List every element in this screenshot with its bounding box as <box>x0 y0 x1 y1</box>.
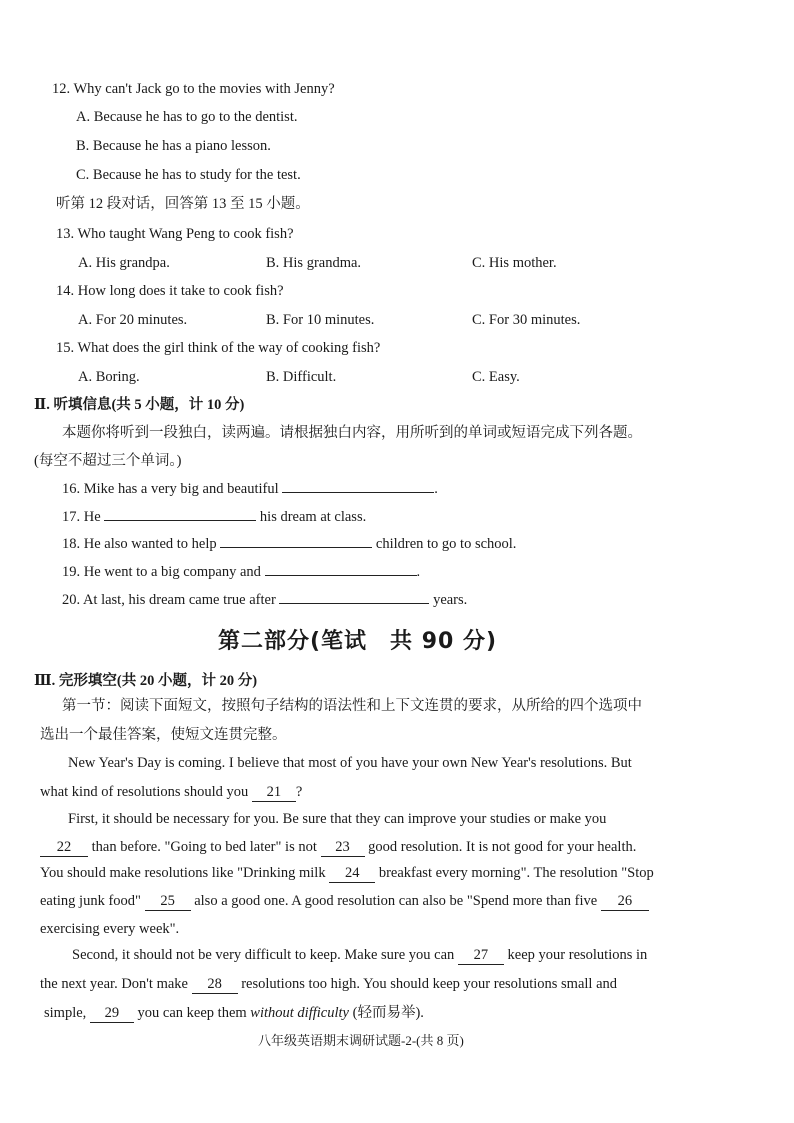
passage-p2-line2: 22 than before. "Going to bed later" is not 23 good resolution. It is not good for your health. <box>40 838 636 857</box>
option-13-a: A. His grandpa. <box>78 255 170 271</box>
passage-p2-line3: You should make resolutions like "Drinking milk 24 breakfast every morning". The resolution "Stop <box>40 865 654 881</box>
cloze-blank-27[interactable]: 27 <box>458 946 504 965</box>
passage-p2-line5: exercising every week". <box>40 921 180 937</box>
section-3-title: Ⅲ. 完形填空(共 20 小题，计 20 分) <box>34 673 258 689</box>
cloze-blank-22[interactable]: 22 <box>40 838 88 857</box>
section-2-title: Ⅱ. 听填信息(共 5 小题，计 10 分) <box>34 397 245 413</box>
option-14-b: B. For 10 minutes. <box>266 312 375 328</box>
option-15-b: B. Difficult. <box>266 369 337 385</box>
answer-blank-20[interactable] <box>279 591 429 604</box>
cloze-blank-29[interactable]: 29 <box>90 1004 134 1023</box>
question-18: 18. He also wanted to help children to go to school. <box>62 536 517 552</box>
passage-p1-line1: New Year's Day is coming. I believe that most of you have your own New Year's resolutions. But <box>68 755 632 771</box>
cloze-blank-23[interactable]: 23 <box>321 838 365 857</box>
option-13-c: C. His mother. <box>472 255 557 271</box>
cloze-blank-24[interactable]: 24 <box>329 864 375 883</box>
option-14-a: A. For 20 minutes. <box>78 312 188 328</box>
question-20: 20. At last, his dream came true after years. <box>62 592 468 608</box>
section-2-instruction-line1: 本题你将听到一段独白，读两遍。请根据独白内容，用所听到的单词或短语完成下列各题。 <box>62 425 642 441</box>
answer-blank-18[interactable] <box>220 535 372 548</box>
answer-blank-17[interactable] <box>104 508 256 521</box>
passage-p2-line1: First, it should be necessary for you. Be sure that they can improve your studies or make you <box>68 811 607 827</box>
section-2-instruction-line2: (每空不超过三个单词。) <box>34 453 182 469</box>
answer-blank-19[interactable] <box>265 563 417 576</box>
option-14-c: C. For 30 minutes. <box>472 312 581 328</box>
option-12-a: A. Because he has to go to the dentist. <box>76 109 298 125</box>
option-12-b: B. Because he has a piano lesson. <box>76 138 271 154</box>
question-14: 14. How long does it take to cook fish? <box>56 283 284 299</box>
passage-p2-line4: eating junk food" 25 also a good one. A good resolution can also be "Spend more than five 26 <box>40 892 649 911</box>
answer-blank-16[interactable] <box>282 480 434 493</box>
question-17: 17. He his dream at class. <box>62 509 367 525</box>
option-15-c: C. Easy. <box>472 369 520 385</box>
question-12: 12. Why can't Jack go to the movies with Jenny? <box>52 81 335 97</box>
cloze-blank-21[interactable]: 21 <box>252 783 296 802</box>
cloze-blank-28[interactable]: 28 <box>192 975 238 994</box>
passage-p3-line2: the next year. Don't make 28 resolutions too high. You should keep your resolutions small and <box>40 976 618 992</box>
passage-p1-line2: what kind of resolutions should you 21 ? <box>40 784 303 800</box>
question-16: 16. Mike has a very big and beautiful . <box>62 481 438 497</box>
option-13-b: B. His grandma. <box>266 255 362 271</box>
section-3-instruction-line2: 选出一个最佳答案，使短文连贯完整。 <box>40 727 287 743</box>
passage-p3-line3: simple, 29 you can keep them without difficulty (轻而易举). <box>44 1005 424 1021</box>
cloze-blank-25[interactable]: 25 <box>145 892 191 911</box>
question-15: 15. What does the girl think of the way of cooking fish? <box>56 340 381 356</box>
question-19: 19. He went to a big company and . <box>62 564 421 580</box>
option-12-c: C. Because he has to study for the test. <box>76 167 301 183</box>
passage-p3-line1: Second, it should not be very difficult to keep. Make sure you can 27 keep your resolutions in <box>72 947 648 963</box>
section-3-instruction-line1: 第一节：阅读下面短文，按照句子结构的语法性和上下文连贯的要求，从所给的四个选项中 <box>62 698 642 714</box>
part-2-title: 第二部分(笔试 共 90 分) <box>218 629 498 654</box>
question-13: 13. Who taught Wang Peng to cook fish? <box>56 226 294 242</box>
dialog-12-instruction: 听第 12 段对话，回答第 13 至 15 小题。 <box>56 196 310 212</box>
option-15-a: A. Boring. <box>78 369 140 385</box>
page-footer: 八年级英语期末调研试题-2-(共 8 页) <box>258 1033 464 1048</box>
cloze-blank-26[interactable]: 26 <box>601 892 649 911</box>
